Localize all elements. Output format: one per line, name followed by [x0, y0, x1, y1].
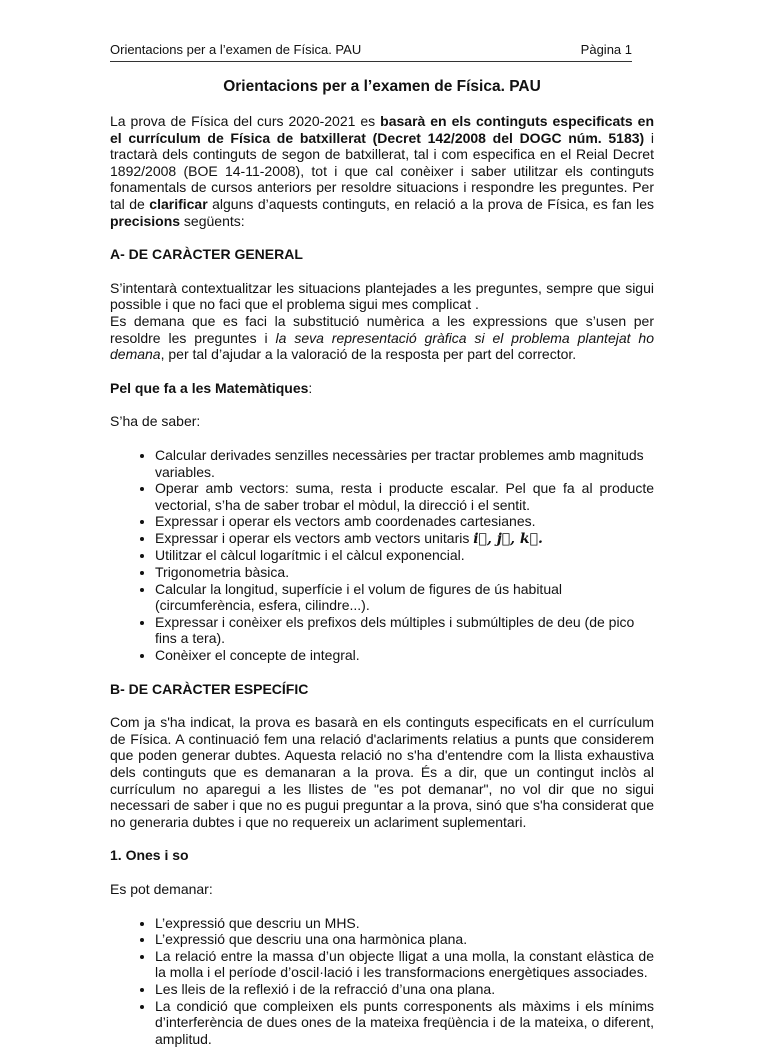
header-title: Orientacions per a l’examen de Física. PAU [110, 42, 362, 57]
intro-text-4: següents: [180, 212, 245, 229]
section-a-p2-text-2: , per tal d’ajudar a la valoració de la resposta per part del corrector. [160, 346, 577, 363]
list-item: • La relació entre la massa d’un objecte lligat a una molla, la constant elàstica de la molla i el període d’oscil·lació i les transformacions energètiques associades. [155, 948, 654, 981]
unit-vectors-formula: i⃗, j⃗, k⃗. [473, 530, 543, 547]
list-item: • L’expressió que descriu una ona harmònica plana. [155, 931, 654, 948]
intro-text-1: La prova de Física del curs 2020-2021 es [110, 113, 381, 129]
subsection-heading: 1. Ones i so [110, 847, 189, 864]
list-item: • Expressar i operar els vectors amb coordenades cartesianes. [155, 513, 654, 530]
list-item: • Conèixer el concepte de integral. [155, 647, 654, 664]
section-a-p2-text-1: Es demana que es faci la substitució numèrica a les expressions que s’usen per resoldre les preguntes i [110, 312, 654, 346]
list-item: • Expressar i conèixer els prefixos dels múltiples i submúltiples de deu (de pico fins a tera). [155, 614, 654, 647]
section-a-p2-italic: la seva representació gràfica si el problema plantejat ho demana [110, 329, 655, 363]
list-item: • Les lleis de la reflexió i de la refracció d’una ona plana. [155, 981, 654, 998]
math-heading: Pel que fa a les Matemàtiques [110, 379, 309, 396]
list-item: • La condició que compleixen els punts corresponents als màxims i els mínims d’interferència de dues ones de la mateixa freqüència i de la mateixa, o diferent, amplitud. [155, 998, 654, 1047]
list-item-text: Expressar i operar els vectors amb vectors unitaris [155, 529, 474, 546]
waves-list [110, 915, 654, 1047]
document-title: Orientacions per a l’examen de Física. PAU [223, 78, 541, 95]
intro-text-2: i tractarà dels continguts de segon de batxillerat, tal i com especifica en el Reial Decret 1892/2008 (BOE 14-11-2008), tot i que cal conèixer i saber utilitzar els continguts fonamentals de cursos anteriors per resoldre situacions i respondre les preguntes. Per tal de [110, 129, 654, 212]
section-a-heading: A- DE CARÀCTER GENERAL [110, 246, 303, 263]
can-ask-label: Es pot demanar: [110, 880, 213, 897]
list-item: • Utilitzar el càlcul logarítmic i el càlcul exponencial. [155, 547, 654, 564]
document-body [110, 78, 654, 1047]
must-know-label: S’ha de saber: [110, 413, 201, 430]
list-item: • Trigonometria bàsica. [155, 564, 654, 581]
list-item: • Operar amb vectors: suma, resta i producte escalar. Pel que fa al producte vectorial, s’ha de saber trobar el mòdul, la direcció i el sentit. [155, 480, 654, 513]
list-item: • Calcular derivades senzilles necessàries per tractar problemes amb magnituds variables. [155, 447, 654, 480]
section-b-heading: B- DE CARÀCTER ESPECÍFIC [110, 680, 309, 697]
math-skills-list [110, 447, 654, 664]
page-number: Pàgina 1 [580, 42, 632, 57]
page-header [110, 42, 632, 62]
section-b-paragraph: Com ja s'ha indicat, la prova es basarà en els continguts especificats en el currículum de Física. A continuació fem una relació d'aclariments relatius a punts que considerem que poden generar dubtes. Aquesta relació no s'ha d'entendre com la llista exhaustiva dels continguts que es demanaran a la prova. És a dir, que un contingut inclòs al currículum no aparegui a les llistes de "es pot demanar", no vol dir que no sigui necessari de saber i que no es pugui preguntar a la prova, sinó que s'ha considerat que no generaria dubtes i que no requereix un aclariment suplementari. [110, 714, 654, 830]
section-a-paragraph-1: S’intentarà contextualitzar les situacions plantejades a les preguntes, sempre que sigui possible i que no faci que el problema sigui mes complicat . [110, 279, 654, 313]
math-heading-colon: : [308, 379, 313, 396]
list-item [155, 530, 654, 548]
intro-paragraph [110, 113, 654, 229]
intro-bold-2: clarificar [149, 195, 208, 212]
math-heading-line [110, 380, 654, 397]
list-item: • Calcular la longitud, superfície i el volum de figures de ús habitual (circumferència, esfera, cilindre...). [155, 581, 654, 614]
section-a-paragraph-2 [110, 313, 654, 363]
intro-text-3: alguns d’aquests continguts, en relació a la prova de Física, es fan les [207, 195, 654, 212]
list-item: • L’expressió que descriu un MHS. [155, 915, 654, 932]
intro-bold-1: basarà en els continguts especificats en el currículum de Física de batxillerat (Decret 142/2008 del DOGC núm. 5183) [110, 113, 654, 146]
intro-bold-3: precisions [110, 212, 181, 229]
